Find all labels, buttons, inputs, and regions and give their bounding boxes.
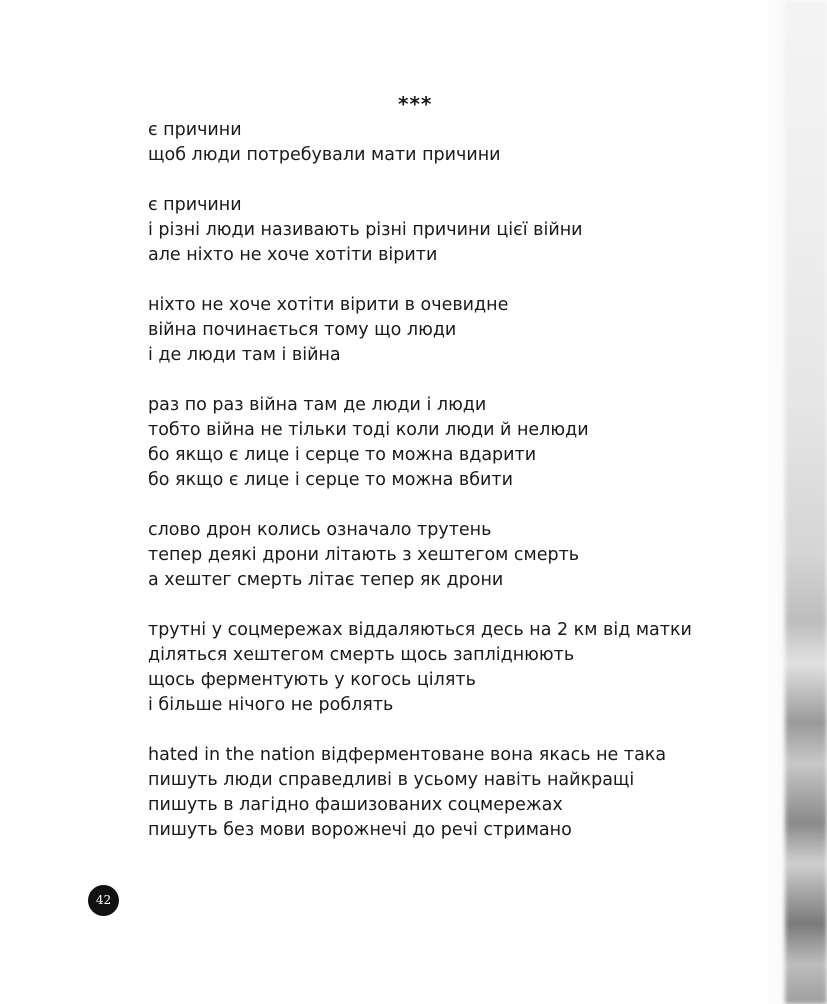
poem-line: пишуть люди справедливі в усьому навіть найкращі: [148, 770, 635, 790]
stanza-2: [148, 193, 708, 268]
adjacent-page-photo-edge: [785, 0, 827, 1004]
page-number-badge: 42: [88, 885, 119, 916]
poem-body: [148, 118, 708, 868]
poem-line: діляться хештегом смерть щось запліднюють: [148, 645, 575, 665]
poem-line: а хештег смерть літає тепер як дрони: [148, 570, 504, 590]
poem-line: є причини: [148, 195, 242, 215]
poem-line: щось ферментують у когось цілять: [148, 670, 476, 690]
poem-line: бо якщо є лице і серце то можна вдарити: [148, 445, 537, 465]
poem-line: і більше нічого не роблять: [148, 695, 394, 715]
poem-line: слово дрон колись означало трутень: [148, 520, 492, 540]
poem-line: але ніхто не хоче хотіти вірити: [148, 245, 438, 265]
poem-line: і де люди там і війна: [148, 345, 341, 365]
poem-line: бо якщо є лице і серце то можна вбити: [148, 470, 513, 490]
stanza-1: [148, 118, 708, 168]
poem-line: є причини: [148, 120, 242, 140]
poem-line: раз по раз війна там де люди і люди: [148, 395, 487, 415]
poem-line: ніхто не хоче хотіти вірити в очевидне: [148, 295, 509, 315]
poem-line: щоб люди потребували мати причини: [148, 145, 501, 165]
poem-line: пишуть в лагідно фашизованих соцмережах: [148, 795, 563, 815]
poem-line: війна починається тому що люди: [148, 320, 457, 340]
poem-line: hated in the nation відферментоване вона якась не така: [148, 745, 667, 765]
poem-line: тобто війна не тільки тоді коли люди й нелюди: [148, 420, 589, 440]
poem-line: тепер деякі дрони літають з хештегом смерть: [148, 545, 580, 565]
stanza-4: [148, 393, 708, 493]
stanza-3: [148, 293, 708, 368]
stanza-5: [148, 518, 708, 593]
stanza-7: [148, 743, 708, 843]
poem-line: і різні люди називають різні причини цієї війни: [148, 220, 583, 240]
poem-line: пишуть без мови ворожнечі до речі стримано: [148, 820, 572, 840]
poem-line: трутні у соцмережах віддаляються десь на 2 км від матки: [148, 620, 692, 640]
stanza-6: [148, 618, 708, 718]
section-separator: ***: [398, 92, 433, 116]
